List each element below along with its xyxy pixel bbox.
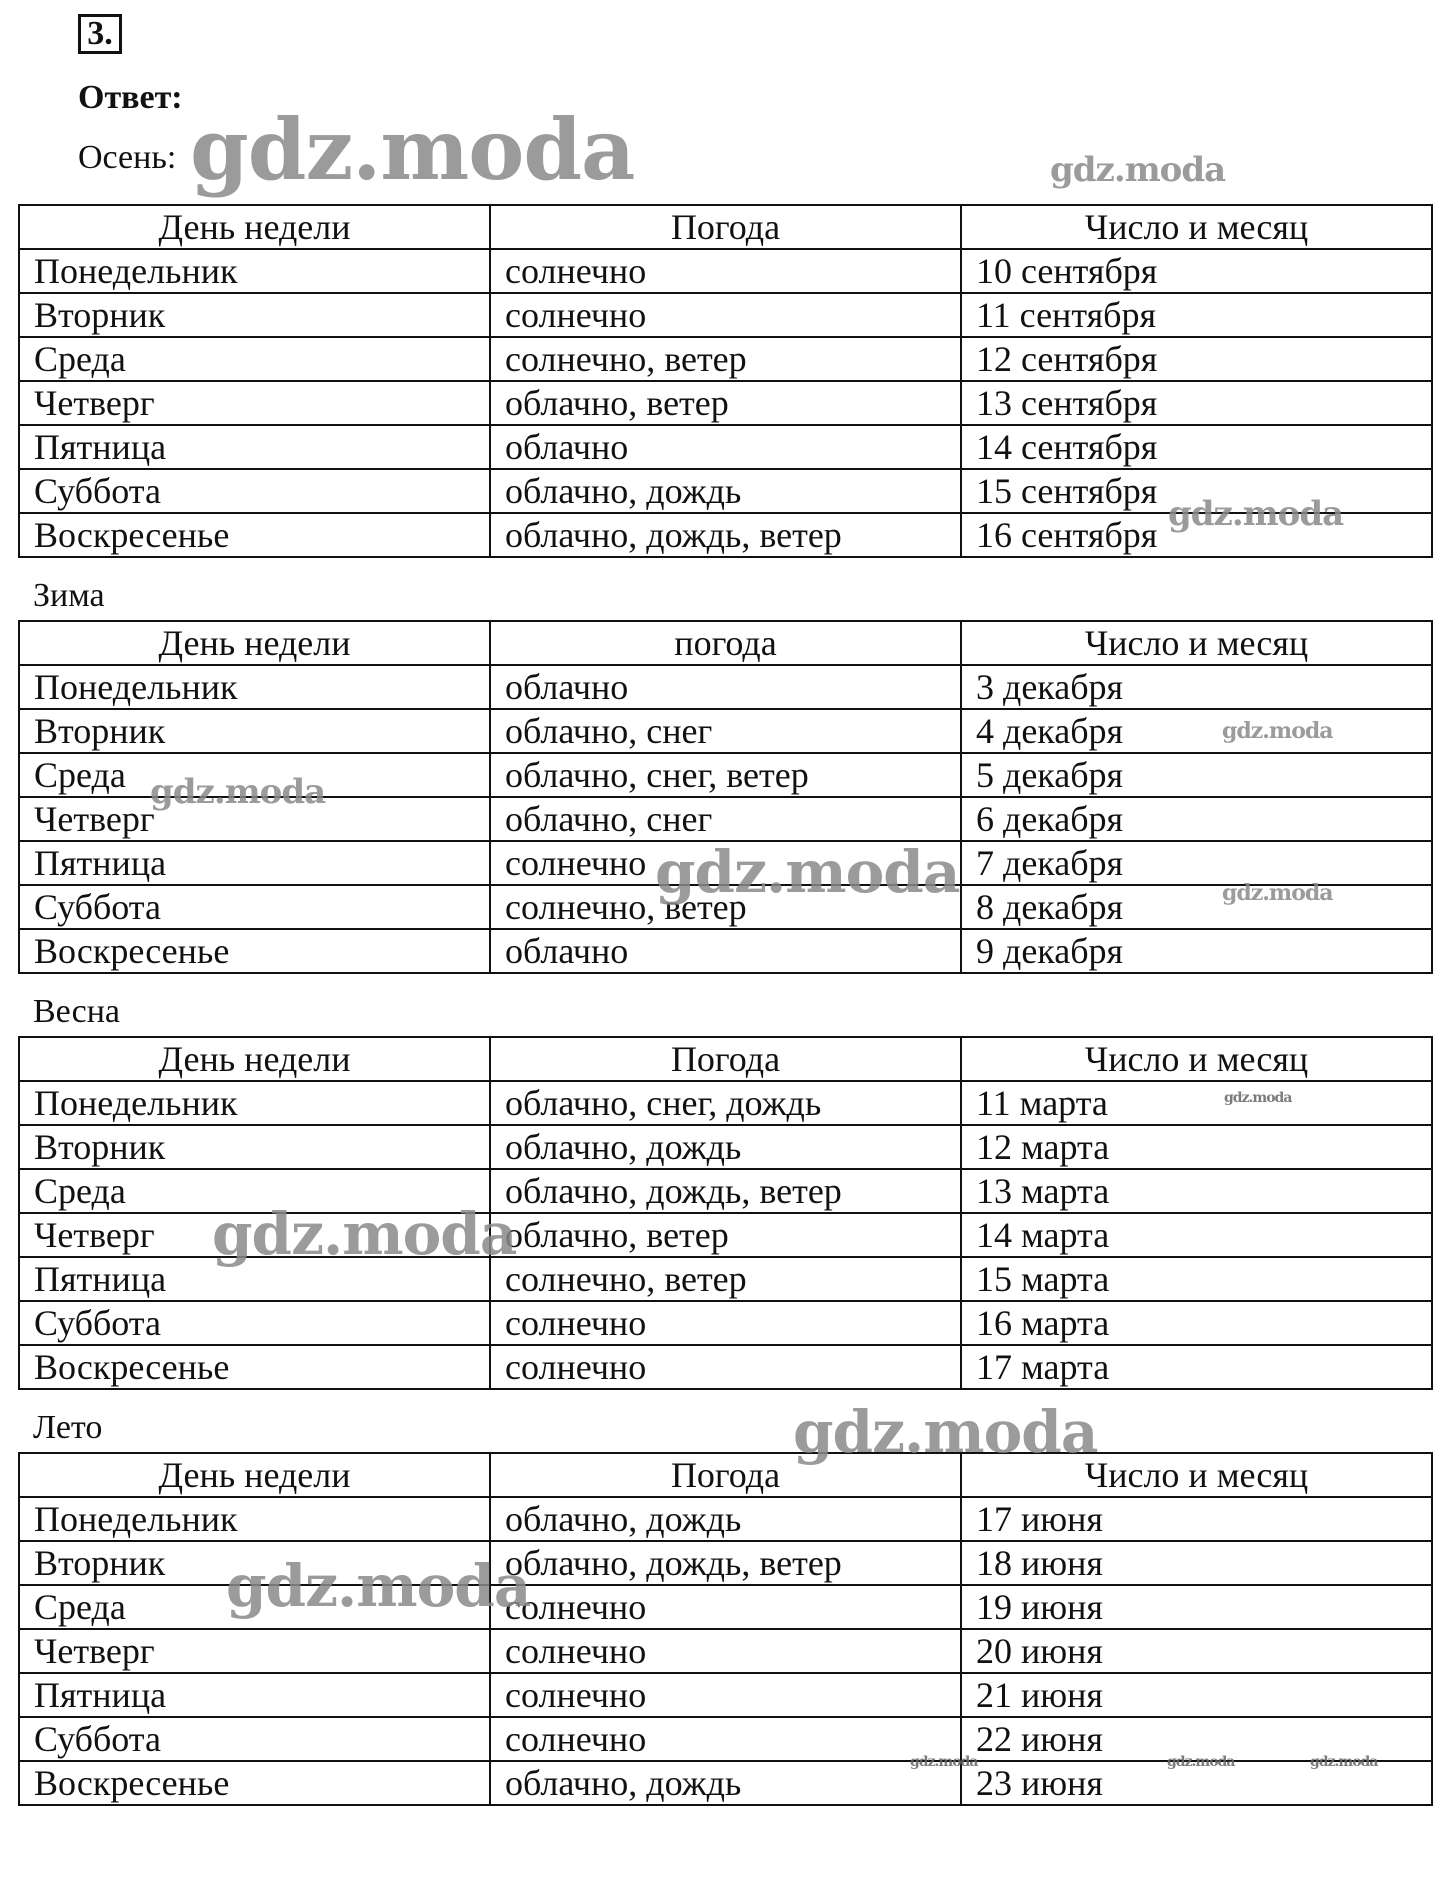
header-day: День недели xyxy=(19,1037,490,1081)
cell-day: Пятница xyxy=(19,841,490,885)
watermark-logo: gdz.moda xyxy=(793,1398,1098,1466)
cell-day: Среда xyxy=(19,337,490,381)
watermark-logo: gdz.moda xyxy=(212,1200,517,1268)
table-row xyxy=(19,709,1432,753)
cell-date: 23 июня xyxy=(961,1761,1432,1805)
cell-day: Пятница xyxy=(19,425,490,469)
cell-weather: облачно, ветер xyxy=(490,381,961,425)
season-label-spring: Весна xyxy=(33,993,120,1030)
table-row xyxy=(19,337,1432,381)
cell-day: Суббота xyxy=(19,1301,490,1345)
cell-weather: облачно, снег, ветер xyxy=(490,753,961,797)
cell-weather: облачно, снег xyxy=(490,709,961,753)
cell-weather: облачно, дождь, ветер xyxy=(490,1169,961,1213)
cell-date: 8 декабря xyxy=(961,885,1432,929)
table-row xyxy=(19,425,1432,469)
cell-date: 6 декабря xyxy=(961,797,1432,841)
table-row xyxy=(19,381,1432,425)
cell-day: Четверг xyxy=(19,797,490,841)
table-row xyxy=(19,469,1432,513)
table-row xyxy=(19,885,1432,929)
table-row xyxy=(19,841,1432,885)
table-row xyxy=(19,1629,1432,1673)
cell-day: Воскресенье xyxy=(19,1345,490,1389)
cell-weather: солнечно xyxy=(490,1301,961,1345)
table-header-row xyxy=(19,621,1432,665)
cell-day: Суббота xyxy=(19,885,490,929)
watermark-logo: gdz.moda xyxy=(190,100,635,199)
cell-date: 21 июня xyxy=(961,1673,1432,1717)
cell-date: 22 июня xyxy=(961,1717,1432,1761)
cell-date: 4 декабря xyxy=(961,709,1432,753)
table-row xyxy=(19,1301,1432,1345)
cell-weather: облачно, ветер xyxy=(490,1213,961,1257)
cell-weather: солнечно xyxy=(490,249,961,293)
cell-weather: облачно xyxy=(490,929,961,973)
table-row xyxy=(19,1673,1432,1717)
cell-date: 17 июня xyxy=(961,1497,1432,1541)
cell-date: 16 сентября xyxy=(961,513,1432,557)
watermark-logo: gdz.moda xyxy=(226,1552,531,1620)
table-row xyxy=(19,293,1432,337)
cell-date: 3 декабря xyxy=(961,665,1432,709)
cell-date: 13 марта xyxy=(961,1169,1432,1213)
cell-day: Понедельник xyxy=(19,249,490,293)
cell-date: 13 сентября xyxy=(961,381,1432,425)
cell-weather: облачно xyxy=(490,425,961,469)
cell-date: 16 марта xyxy=(961,1301,1432,1345)
cell-day: Воскресенье xyxy=(19,1761,490,1805)
cell-day: Среда xyxy=(19,1585,490,1629)
cell-weather: облачно xyxy=(490,665,961,709)
table-row xyxy=(19,1761,1432,1805)
cell-day: Пятница xyxy=(19,1673,490,1717)
cell-day: Понедельник xyxy=(19,1081,490,1125)
header-date: Число и месяц xyxy=(961,621,1432,665)
cell-date: 20 июня xyxy=(961,1629,1432,1673)
watermark-logo: gdz.moda xyxy=(1167,1754,1235,1770)
cell-weather: солнечно xyxy=(490,1629,961,1673)
cell-day: Вторник xyxy=(19,1125,490,1169)
table-row xyxy=(19,1081,1432,1125)
header-day: День недели xyxy=(19,205,490,249)
header-date: Число и месяц xyxy=(961,205,1432,249)
cell-date: 9 декабря xyxy=(961,929,1432,973)
cell-date: 11 марта xyxy=(961,1081,1432,1125)
table-header-row xyxy=(19,1037,1432,1081)
table-row xyxy=(19,1345,1432,1389)
cell-weather: солнечно xyxy=(490,1585,961,1629)
table-winter xyxy=(18,620,1433,974)
season-label-winter: Зима xyxy=(33,577,105,614)
table-header-row xyxy=(19,1453,1432,1497)
task-number-box: 3. xyxy=(78,14,122,54)
table-autumn xyxy=(18,204,1433,558)
cell-weather: солнечно xyxy=(490,293,961,337)
watermark-logo: gdz.moda xyxy=(1222,718,1333,744)
table-row xyxy=(19,929,1432,973)
header-day: День недели xyxy=(19,1453,490,1497)
cell-day: Пятница xyxy=(19,1257,490,1301)
watermark-logo: gdz.moda xyxy=(1224,1090,1292,1106)
cell-date: 12 сентября xyxy=(961,337,1432,381)
cell-weather: облачно, дождь xyxy=(490,1125,961,1169)
watermark-logo: gdz.moda xyxy=(1222,880,1333,906)
watermark-logo: gdz.moda xyxy=(910,1754,978,1770)
table-spring xyxy=(18,1036,1433,1390)
cell-date: 12 марта xyxy=(961,1125,1432,1169)
table-row xyxy=(19,1541,1432,1585)
cell-weather: облачно, дождь, ветер xyxy=(490,1541,961,1585)
cell-date: 17 марта xyxy=(961,1345,1432,1389)
header-weather: Погода xyxy=(490,205,961,249)
header-weather: погода xyxy=(490,621,961,665)
cell-day: Понедельник xyxy=(19,1497,490,1541)
table-row xyxy=(19,249,1432,293)
cell-weather: облачно, дождь xyxy=(490,1497,961,1541)
table-row xyxy=(19,1257,1432,1301)
cell-weather: солнечно xyxy=(490,1673,961,1717)
cell-date: 10 сентября xyxy=(961,249,1432,293)
header-weather: Погода xyxy=(490,1037,961,1081)
cell-weather: солнечно, ветер xyxy=(490,885,961,929)
cell-date: 7 декабря xyxy=(961,841,1432,885)
cell-weather: солнечно xyxy=(490,1345,961,1389)
watermark-logo: gdz.moda xyxy=(655,838,960,906)
cell-date: 11 сентября xyxy=(961,293,1432,337)
cell-date: 19 июня xyxy=(961,1585,1432,1629)
cell-day: Понедельник xyxy=(19,665,490,709)
cell-weather: солнечно, ветер xyxy=(490,1257,961,1301)
header-date: Число и месяц xyxy=(961,1453,1432,1497)
cell-day: Среда xyxy=(19,753,490,797)
table-row xyxy=(19,1125,1432,1169)
table-row xyxy=(19,797,1432,841)
cell-weather: солнечно xyxy=(490,841,961,885)
cell-day: Воскресенье xyxy=(19,929,490,973)
cell-day: Вторник xyxy=(19,709,490,753)
cell-day: Суббота xyxy=(19,469,490,513)
cell-date: 18 июня xyxy=(961,1541,1432,1585)
table-row xyxy=(19,753,1432,797)
season-label-summer: Лето xyxy=(33,1409,103,1446)
cell-day: Вторник xyxy=(19,1541,490,1585)
cell-date: 5 декабря xyxy=(961,753,1432,797)
cell-day: Среда xyxy=(19,1169,490,1213)
table-header-row xyxy=(19,205,1432,249)
watermark-logo: gdz.moda xyxy=(150,772,326,812)
season-label-autumn: Осень: xyxy=(78,139,177,176)
cell-date: 15 марта xyxy=(961,1257,1432,1301)
table-row xyxy=(19,1169,1432,1213)
cell-date: 15 сентября xyxy=(961,469,1432,513)
watermark-logo: gdz.moda xyxy=(1310,1754,1378,1770)
table-row xyxy=(19,1717,1432,1761)
cell-weather: облачно, дождь xyxy=(490,469,961,513)
cell-day: Вторник xyxy=(19,293,490,337)
table-row xyxy=(19,1497,1432,1541)
table-row xyxy=(19,1585,1432,1629)
cell-weather: солнечно xyxy=(490,1717,961,1761)
header-day: День недели xyxy=(19,621,490,665)
cell-weather: облачно, снег, дождь xyxy=(490,1081,961,1125)
table-row xyxy=(19,665,1432,709)
watermark-logo: gdz.moda xyxy=(1168,494,1344,534)
cell-weather: солнечно, ветер xyxy=(490,337,961,381)
cell-date: 14 марта xyxy=(961,1213,1432,1257)
table-row xyxy=(19,1213,1432,1257)
header-date: Число и месяц xyxy=(961,1037,1432,1081)
watermark-logo: gdz.moda xyxy=(1050,150,1226,190)
cell-day: Суббота xyxy=(19,1717,490,1761)
cell-weather: облачно, дождь xyxy=(490,1761,961,1805)
cell-day: Четверг xyxy=(19,1213,490,1257)
table-summer xyxy=(18,1452,1433,1806)
cell-date: 14 сентября xyxy=(961,425,1432,469)
table-row xyxy=(19,513,1432,557)
header-weather: Погода xyxy=(490,1453,961,1497)
cell-weather: облачно, снег xyxy=(490,797,961,841)
cell-weather: облачно, дождь, ветер xyxy=(490,513,961,557)
cell-day: Воскресенье xyxy=(19,513,490,557)
answer-label: Ответ: xyxy=(78,79,183,116)
cell-day: Четверг xyxy=(19,1629,490,1673)
cell-day: Четверг xyxy=(19,381,490,425)
